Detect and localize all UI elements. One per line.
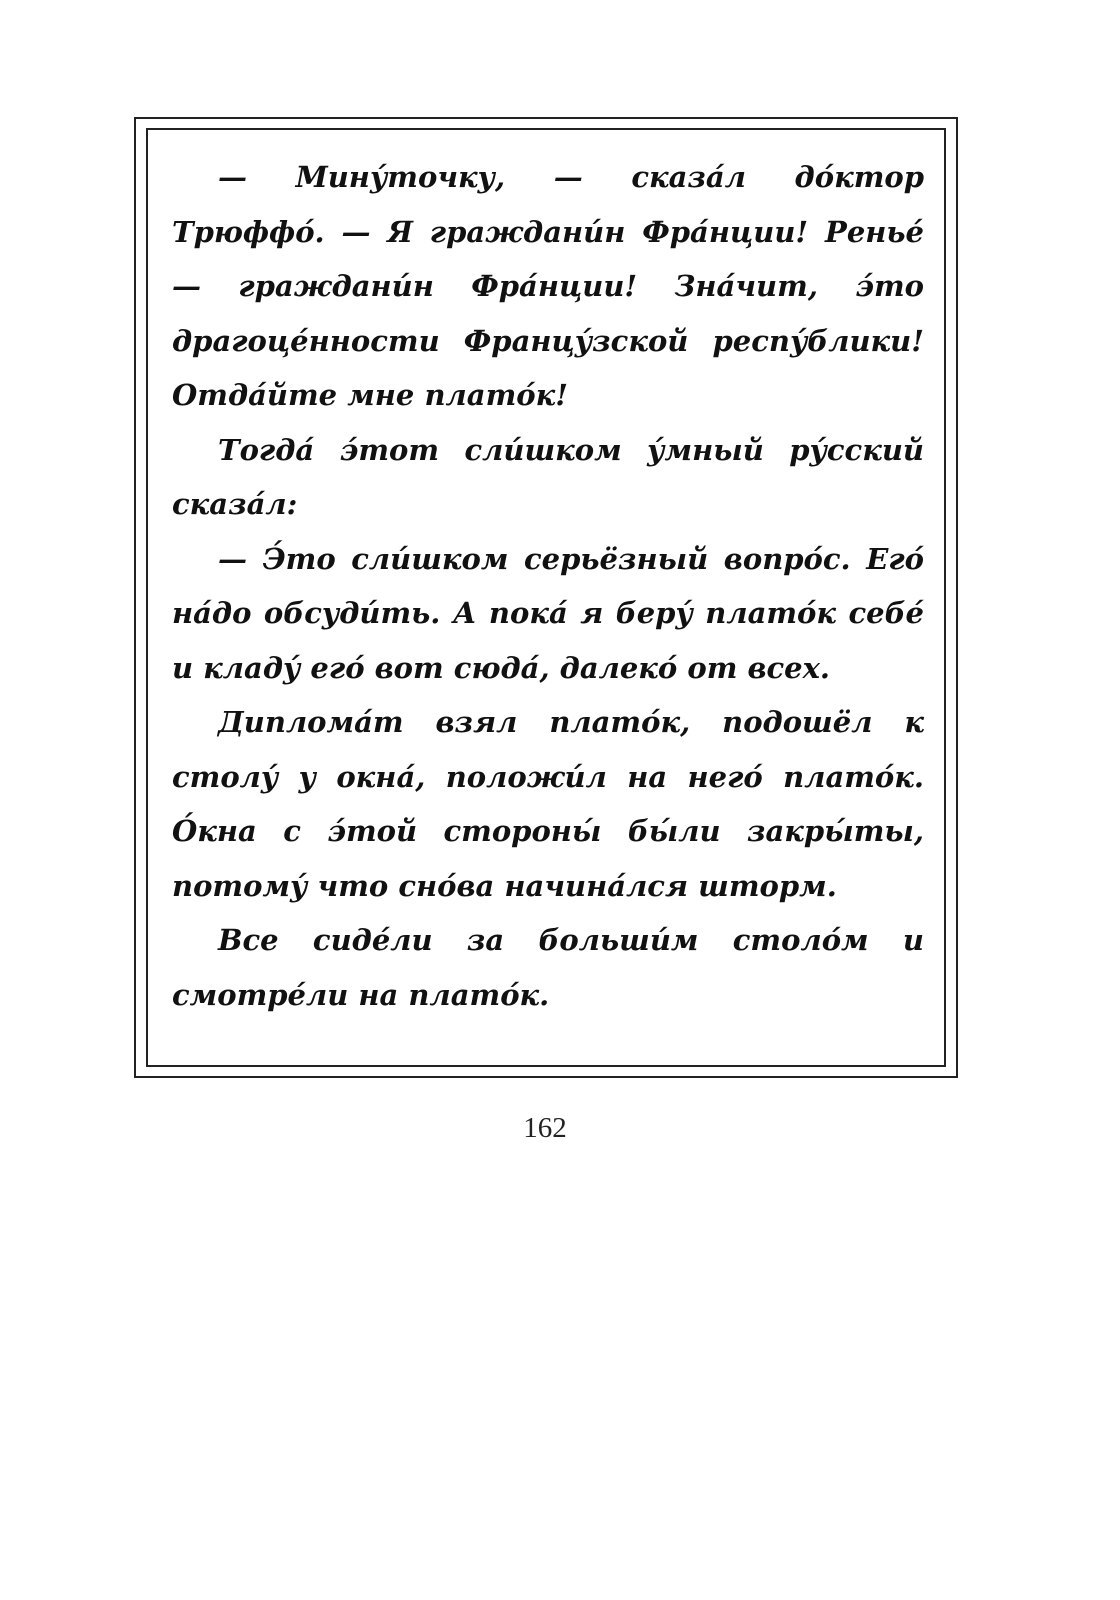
body-text bbox=[172, 150, 924, 1022]
paragraph: Все сиде́ли за больши́м столо́м и смотре́ли на плато́к. bbox=[172, 923, 924, 1012]
paragraph: — Э́то сли́шком серьёзный вопро́с. Его́ на́до обсуди́ть. А пока́ я беру́ плато́к себе́ и кладу́ его́ вот сюда́, далеко́ от всех. bbox=[172, 541, 924, 685]
page-number: 162 bbox=[523, 1112, 567, 1144]
paragraph: — Мину́точку, — сказа́л до́ктор Трюффо́. — Я граждани́н Фра́нции! Реньé — граждани́н Фра́нции! Зна́чит, э́то драгоце́нности Францу́зской респу́блики! Отда́йте мне плато́к! bbox=[172, 160, 924, 412]
paragraph: Диплома́т взял плато́к, подошёл к столу́ у окна́, положи́л на него́ плато́к. О́кна с э́той стороны́ бы́ли закры́ты, потому́ что сно́ва начина́лся шторм. bbox=[172, 705, 924, 903]
paragraph: Тогда́ э́тот сли́шком у́мный ру́сский сказа́л: bbox=[172, 432, 924, 521]
